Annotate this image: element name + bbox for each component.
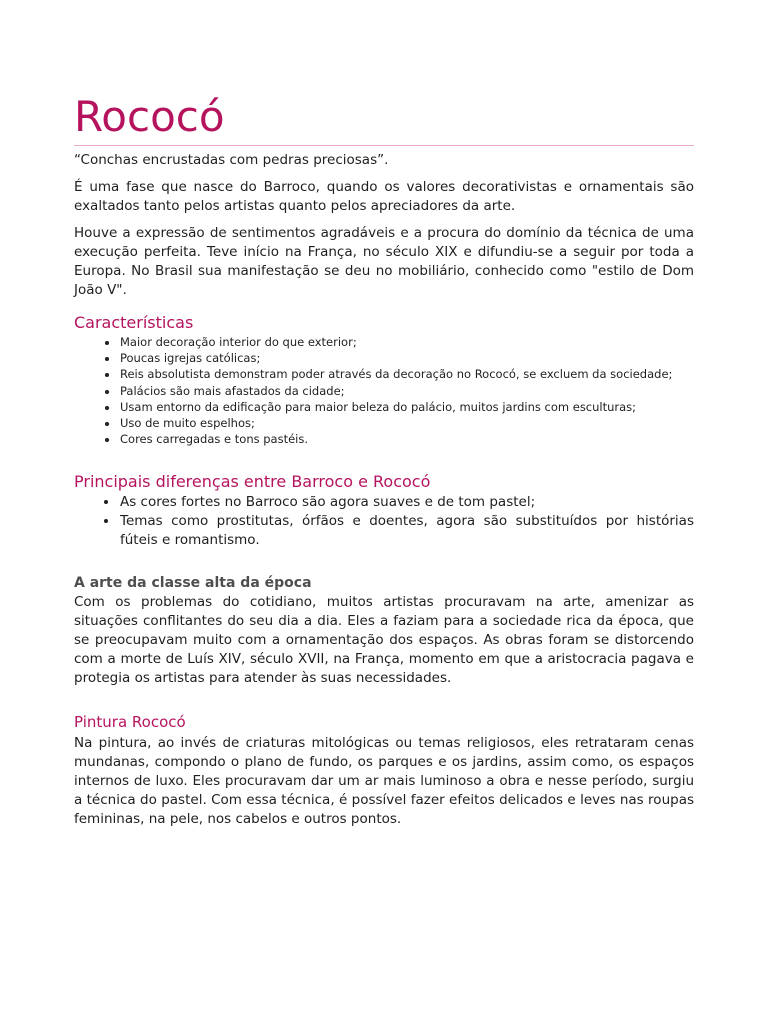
- differences-heading: Principais diferenças entre Barroco e Rococó: [74, 472, 431, 492]
- list-item: • As cores fortes no Barroco são agora suaves e de tom pastel;: [119, 493, 694, 512]
- page-title: Rococó: [74, 92, 225, 141]
- title-divider: [74, 145, 694, 146]
- list-item: • Cores carregadas e tons pastéis.: [119, 431, 694, 447]
- list-item: • Palácios são mais afastados da cidade;: [119, 383, 694, 399]
- intro-paragraph-1: É uma fase que nasce do Barroco, quando os valores decorativistas e ornamentais são exaltados tanto pelos artistas quanto pelos apreciadores da arte.: [74, 179, 694, 214]
- characteristics-heading: Características: [74, 313, 194, 332]
- characteristics-list: [74, 334, 694, 447]
- list-item: • Uso de muito espelhos;: [119, 415, 694, 431]
- list-item: • Maior decoração interior do que exterior;: [119, 334, 694, 350]
- painting-heading: Pintura Rococó: [74, 713, 186, 732]
- list-item: • Reis absolutista demonstram poder através da decoração no Rococó, se excluem da sociedade;: [119, 366, 694, 382]
- differences-list: [74, 493, 694, 550]
- list-item: • Usam entorno da edificação para maior beleza do palácio, muitos jardins com esculturas;: [119, 399, 694, 415]
- document-content: [74, 92, 694, 829]
- upper-class-art-heading: A arte da classe alta da época: [74, 575, 312, 592]
- intro-paragraph-2: Houve a expressão de sentimentos agradáveis e a procura do domínio da técnica de uma execução perfeita. Teve início na França, no século XIX e difundiu-se a seguir por toda a Europa. No Brasil sua manifestação se deu no mobiliário, conhecido como "estilo de Dom João V".: [74, 225, 694, 298]
- subtitle-quote: “Conchas encrustadas com pedras preciosas”.: [74, 152, 389, 168]
- list-item: • Temas como prostitutas, órfãos e doentes, agora são substituídos por histórias fúteis e romantismo.: [119, 512, 694, 550]
- list-item: • Poucas igrejas católicas;: [119, 350, 694, 366]
- painting-paragraph: Na pintura, ao invés de criaturas mitológicas ou temas religiosos, eles retrataram cenas mundanas, compondo o plano de fundo, os parques e os jardins, assim como, os espaços internos de luxo. Eles procuravam dar um ar mais luminoso a obra e nesse período, surgiu a técnica do pastel. Com essa técnica, é possível fazer efeitos delicados e leves nas roupas femininas, na pele, nos cabelos e outros pontos.: [74, 735, 694, 828]
- upper-class-art-paragraph: Com os problemas do cotidiano, muitos artistas procuravam na arte, amenizar as situações conflitantes do seu dia a dia. Eles a faziam para a sociedade rica da época, que se preocupavam muito com a ornamentação dos espaços. As obras foram se distorcendo com a morte de Luís XIV, século XVII, na França, momento em que a aristocracia pagava e protegia os artistas para atender às suas necessidades.: [74, 594, 694, 687]
